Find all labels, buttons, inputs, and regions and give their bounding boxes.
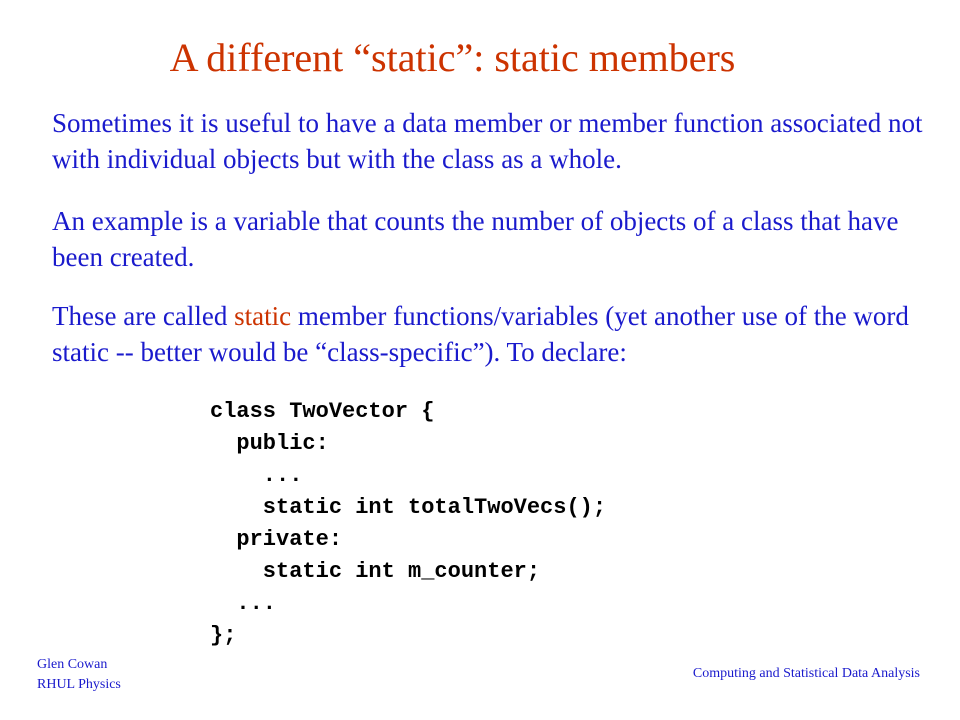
footer-author: Glen Cowan <box>37 657 108 672</box>
paragraph-static-intro: Sometimes it is useful to have a data member or member function associated not with individual objects but with the class as a whole. <box>52 108 923 174</box>
code-line: private: <box>210 527 343 552</box>
code-line: static int m_counter; <box>210 559 541 584</box>
code-line: ... <box>210 591 277 616</box>
code-line: }; <box>210 623 237 648</box>
footer-course: Computing and Statistical Data Analysis <box>692 666 920 681</box>
paragraph-example: An example is a variable that counts the number of objects of a class that have been created. <box>52 206 899 272</box>
slide-title: A different “static”: static members <box>169 35 736 80</box>
code-line: static int totalTwoVecs(); <box>210 495 607 520</box>
code-line: ... <box>210 463 303 488</box>
paragraph-declaration <box>52 298 932 370</box>
footer-author-block <box>37 655 121 695</box>
paragraph-text-after: member functions/variables (yet another use of the word static -- better would be “class-specific”). To declare: <box>52 301 909 367</box>
static-keyword-highlight: static <box>234 301 292 331</box>
paragraph-text-before: These are called <box>52 301 235 331</box>
footer-affiliation: RHUL Physics <box>37 677 121 692</box>
code-line: class TwoVector { <box>210 399 435 424</box>
code-block <box>210 396 606 652</box>
code-line: public: <box>210 431 329 456</box>
